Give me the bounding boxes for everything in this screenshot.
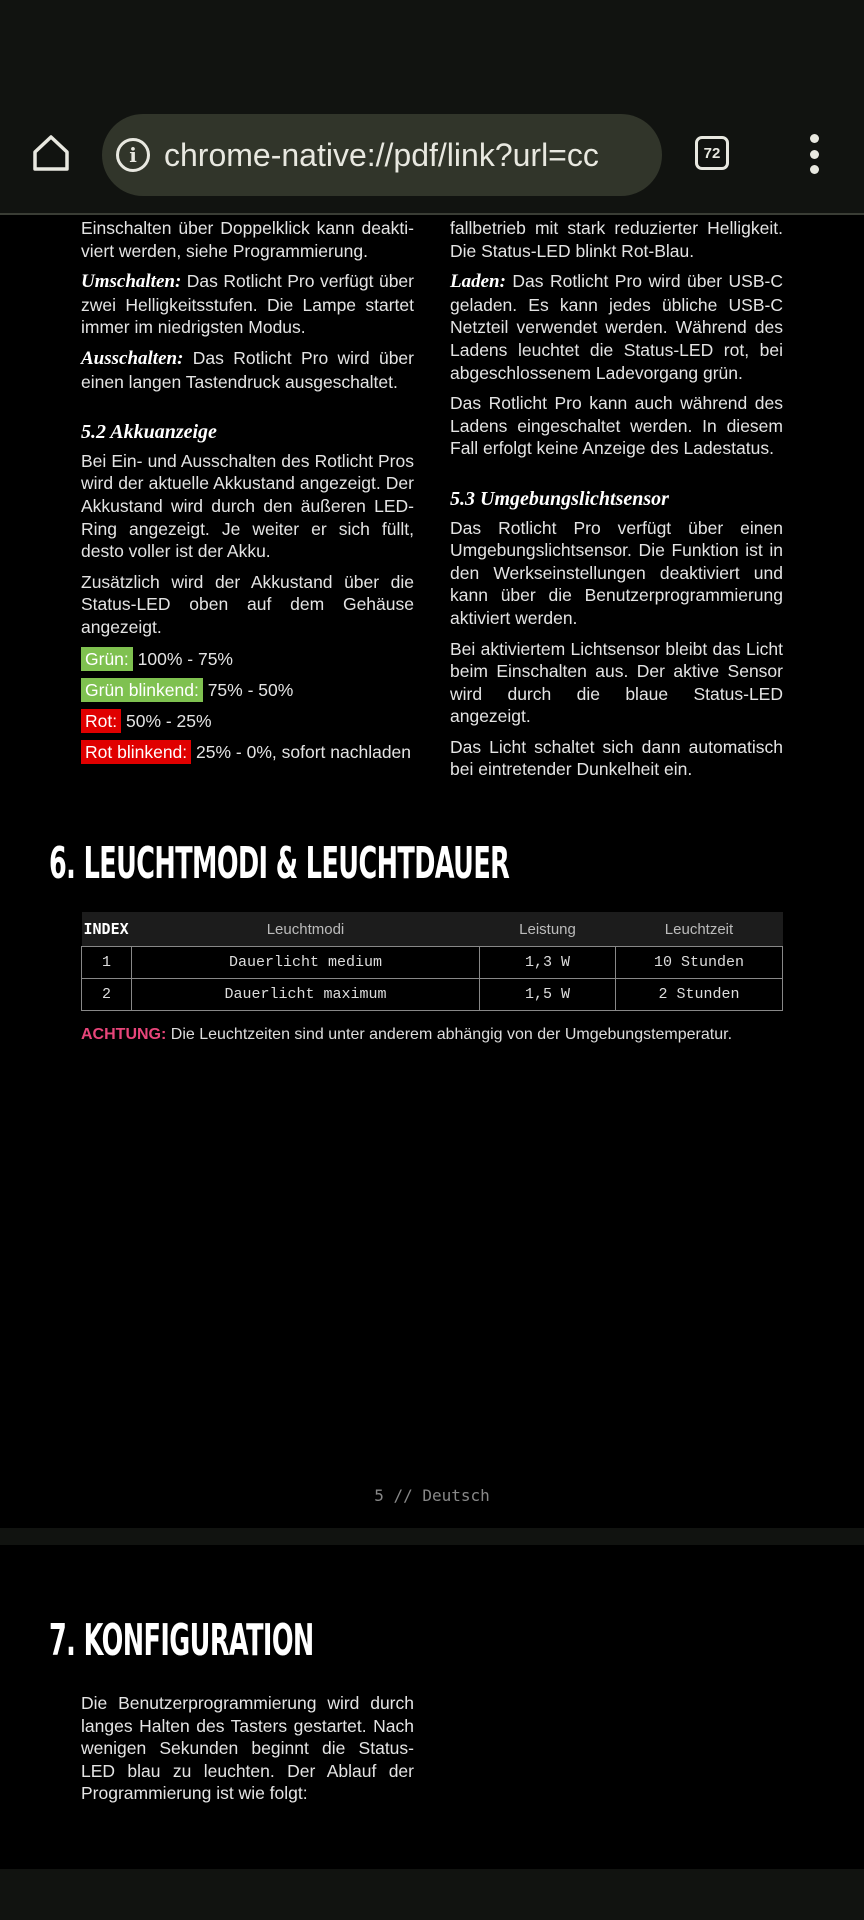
status-badge: Grün blinkend: xyxy=(81,678,203,702)
paragraph: Das Licht schaltet sich dann automatisch bei eintretender Dunkelheit ein. xyxy=(450,736,783,780)
paragraph: Das Rotlicht Pro kann auch während des Ladens eingeschaltet werden. In diesem Fall erfolgt keine Anzeige des Ladestatus. xyxy=(450,393,783,459)
browser-toolbar xyxy=(0,90,864,215)
page-footer: 5 // Deutsch xyxy=(374,1486,490,1505)
warning-label: ACHTUNG: xyxy=(81,1026,167,1043)
paragraph-laden xyxy=(450,270,783,384)
left-column xyxy=(81,217,414,771)
lead-term: Laden: xyxy=(450,271,506,293)
battery-level-row xyxy=(81,709,414,733)
paragraph: Das Rotlicht Pro verfügt über einen Umgebungslichtsensor. Die Funktion ist in den Werkseinstellungen deaktiviert und kann über die Benutzerprogrammierung aktiviert werden. xyxy=(450,517,783,628)
subheading-5-3: 5.3 Umgebungslichtsensor xyxy=(450,487,669,510)
url-text[interactable]: chrome-native://pdf/link?url=cc xyxy=(164,136,599,173)
tab-switcher-icon[interactable]: 72 xyxy=(695,136,729,170)
home-icon[interactable] xyxy=(30,132,72,174)
status-badge: Rot: xyxy=(81,709,121,733)
cell: 1,5 W xyxy=(480,979,616,1011)
modes-table xyxy=(81,912,783,1011)
paragraph: fallbetrieb mit stark reduzierter Helligkeit. Die Status-LED blinkt Rot-Blau. xyxy=(450,218,783,261)
range: 100% - 75% xyxy=(137,648,233,669)
cell: 10 Stunden xyxy=(616,947,783,979)
range: 25% - 0%, sofort nachladen xyxy=(196,741,412,762)
battery-level-row xyxy=(81,647,414,671)
cell: Dauerlicht maximum xyxy=(132,979,480,1011)
column-header: INDEX xyxy=(82,912,132,947)
battery-level-row xyxy=(81,740,414,764)
column-header: Leuchtzeit xyxy=(616,912,783,947)
range: 75% - 50% xyxy=(207,679,294,700)
info-icon[interactable]: i xyxy=(116,138,150,172)
status-badge: Grün: xyxy=(81,647,133,671)
page-separator xyxy=(0,1528,864,1545)
more-menu-icon[interactable] xyxy=(806,134,822,174)
cell: 1,3 W xyxy=(480,947,616,979)
paragraph: Die Benutzerprogrammierung wird durch langes Halten des Tasters gestartet. Nach wenigen Sekunden beginnt die Status-LED blau zu leuchten. Der Ablauf der Programmierung ist wie folgt: xyxy=(81,1693,414,1804)
table-row xyxy=(82,947,783,979)
battery-level-row xyxy=(81,678,414,702)
section-7-heading: 7. KONFIGURATION xyxy=(49,1615,314,1666)
text: Das Rotlicht Pro wird über einen langen Tastendruck ausgeschaltet. xyxy=(81,347,414,392)
paragraph: Zusätzlich wird der Akkustand über die Status-LED oben auf dem Gehäuse angezeigt. xyxy=(81,571,414,637)
table-row xyxy=(82,979,783,1011)
text: Das Rotlicht Pro verfügt über zwei Helligkeitsstufen. Die Lampe startet immer im niedrigsten Modus. xyxy=(81,271,414,338)
warning-note xyxy=(81,1026,732,1044)
section-6-heading: 6. LEUCHTMODI & LEUCHTDAUER xyxy=(49,838,510,889)
status-badge: Rot blinkend: xyxy=(81,740,191,764)
paragraph-ausschalten xyxy=(81,347,414,393)
warning-text: Die Leuchtzeiten sind unter anderem abhängig von der Umgebungstemperatur. xyxy=(166,1026,733,1043)
cell: 2 xyxy=(82,979,132,1011)
text: viert werden, siehe Programmierung. xyxy=(81,240,368,261)
table-header xyxy=(82,912,783,947)
column-header: Leuchtmodi xyxy=(132,912,480,947)
section-7-body xyxy=(81,1692,414,1813)
cell: Dauerlicht medium xyxy=(132,947,480,979)
right-column xyxy=(450,217,783,789)
text: Das Rotlicht Pro wird über USB-C geladen. Es kann jedes übliche USB-C Netzteil verwendet werden. Während des Ladens leuchtet die Status-LED rot, bei abgeschlossenem Ladevorgang grün. xyxy=(450,271,783,383)
paragraph: Bei Ein- und Ausschalten des Rotlicht Pros wird der aktuelle Akkustand angezeigt. Der Akkustand wird durch den äußeren LED-Ring angezeigt. Je weiter er sich füllt, desto voller ist der Akku. xyxy=(81,450,414,562)
cell: 1 xyxy=(82,947,132,979)
status-bar xyxy=(0,0,864,90)
paragraph xyxy=(81,217,414,262)
cutoff-line: Einschalten über Doppelklick kann deakti- xyxy=(81,218,414,238)
lead-term: Umschalten: xyxy=(81,271,182,293)
address-bar[interactable] xyxy=(102,114,662,196)
paragraph: Bei aktiviertem Lichtsensor bleibt das Licht beim Einschalten aus. Der aktive Sensor wird durch die blaue Status-LED angezeigt. xyxy=(450,638,783,727)
lead-term: Ausschalten: xyxy=(81,347,184,369)
range: 50% - 25% xyxy=(125,710,212,731)
column-header: Leistung xyxy=(480,912,616,947)
paragraph-umschalten xyxy=(81,270,414,339)
subheading-5-2: 5.2 Akkuanzeige xyxy=(81,421,217,444)
navigation-bar xyxy=(0,1869,864,1920)
cell: 2 Stunden xyxy=(616,979,783,1011)
